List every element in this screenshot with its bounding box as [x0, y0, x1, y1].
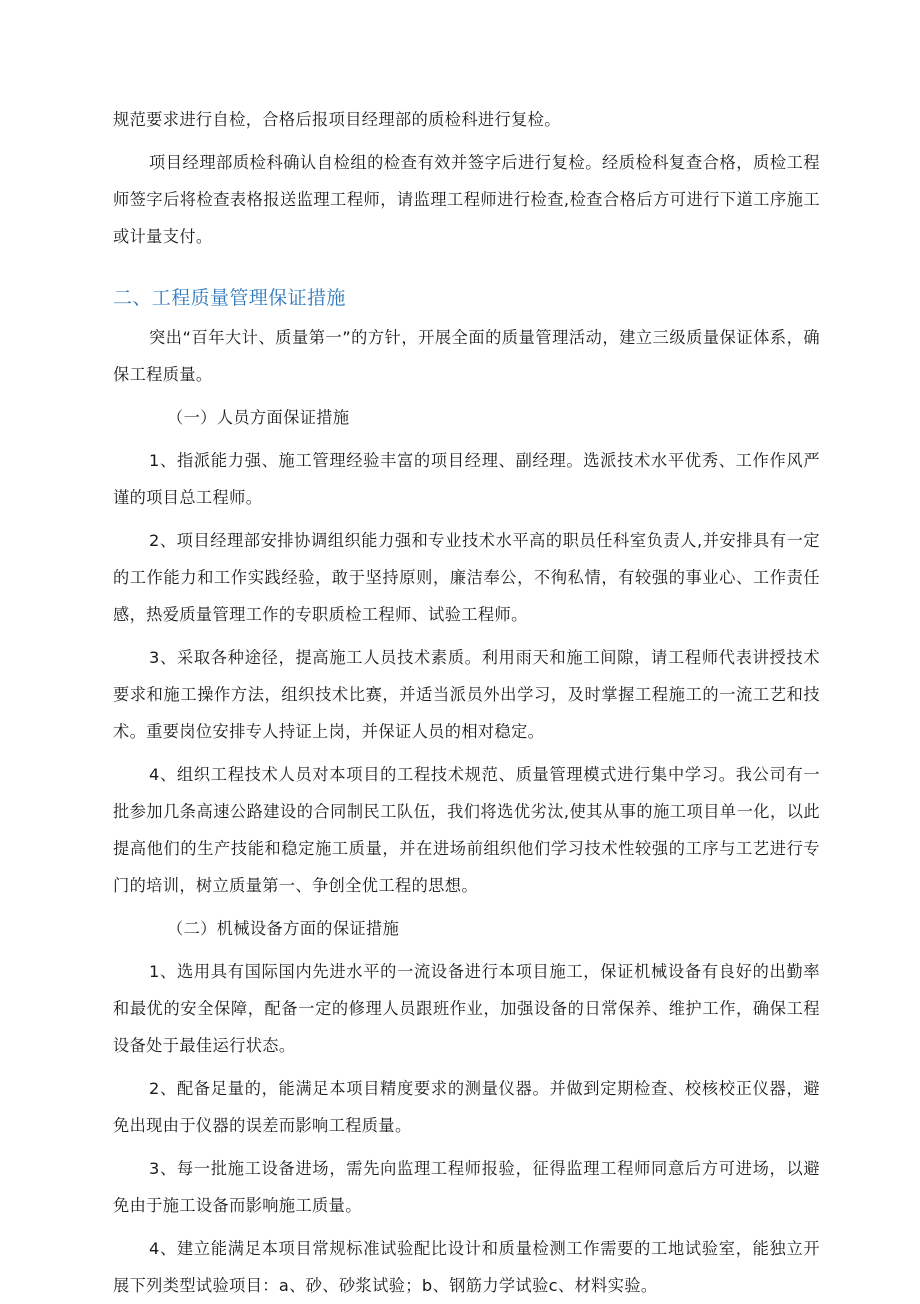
equipment-item-4: 4、建立能满足本项目常规标准试验配比设计和质量检测工作需要的工地试验室，能独立开展下列类型试验项目：a、砂、砂浆试验；b、钢筋力学试验c、材料实验。	[113, 1239, 820, 1295]
section-heading: 二、工程质量管理保证措施	[113, 287, 346, 309]
equipment-item-1: 1、选用具有国际国内先进水平的一流设备进行本项目施工，保证机械设备有良好的出勤率和最优的安全保障，配备一定的修理人员跟班作业，加强设备的日常保养、维护工作，确保工程设备处于最佳运行状态。	[113, 962, 820, 1055]
subsection-title-personnel: （一）人员方面保证措施	[167, 408, 350, 427]
personnel-item-3: 3、采取各种途径，提高施工人员技术素质。利用雨天和施工间隙，请工程师代表讲授技术要求和施工操作方法，组织技术比赛，并适当派员外出学习，及时掌握工程施工的一流工艺和技术。重要岗位安排专人持证上岗，并保证人员的相对稳定。	[113, 648, 820, 741]
paragraph-continuation: 规范要求进行自检，合格后报项目经理部的质检科进行复检。	[113, 110, 561, 129]
personnel-item-4: 4、组织工程技术人员对本项目的工程技术规范、质量管理模式进行集中学习。我公司有一批参加几条高速公路建设的合同制民工队伍，我们将选优劣汰,使其从事的施工项目单一化，以此提高他们的生产技能和稳定施工质量，并在进场前组织他们学习技术性较强的工序与工艺进行专门的培训，树立质量第一、争创全优工程的思想。	[113, 765, 820, 895]
paragraph-recheck: 项目经理部质检科确认自检组的检查有效并签字后进行复检。经质检科复查合格，质检工程师签字后将检查表格报送监理工程师，请监理工程师进行检查,检查合格后方可进行下道工序施工或计量支付。	[113, 153, 820, 246]
equipment-item-3: 3、每一批施工设备进场，需先向监理工程师报验，征得监理工程师同意后方可进场，以避免由于施工设备而影响施工质量。	[113, 1159, 820, 1215]
paragraph-intro: 突出“百年大计、质量第一”的方针，开展全面的质量管理活动，建立三级质量保证体系，确保工程质量。	[113, 328, 820, 384]
equipment-item-2: 2、配备足量的，能满足本项目精度要求的测量仪器。并做到定期检查、校核校正仪器，避免出现由于仪器的误差而影响工程质量。	[113, 1079, 820, 1135]
personnel-item-1: 1、指派能力强、施工管理经验丰富的项目经理、副经理。选派技术水平优秀、工作作风严谨的项目总工程师。	[113, 451, 820, 507]
subsection-title-equipment: （二）机械设备方面的保证措施	[167, 919, 400, 938]
personnel-item-2: 2、项目经理部安排协调组织能力强和专业技术水平高的职员任科室负责人,并安排具有一定的工作能力和工作实践经验，敢于坚持原则，廉洁奉公，不徇私情，有较强的事业心、工作责任感，热爱质量管理工作的专职质检工程师、试验工程师。	[113, 531, 820, 624]
